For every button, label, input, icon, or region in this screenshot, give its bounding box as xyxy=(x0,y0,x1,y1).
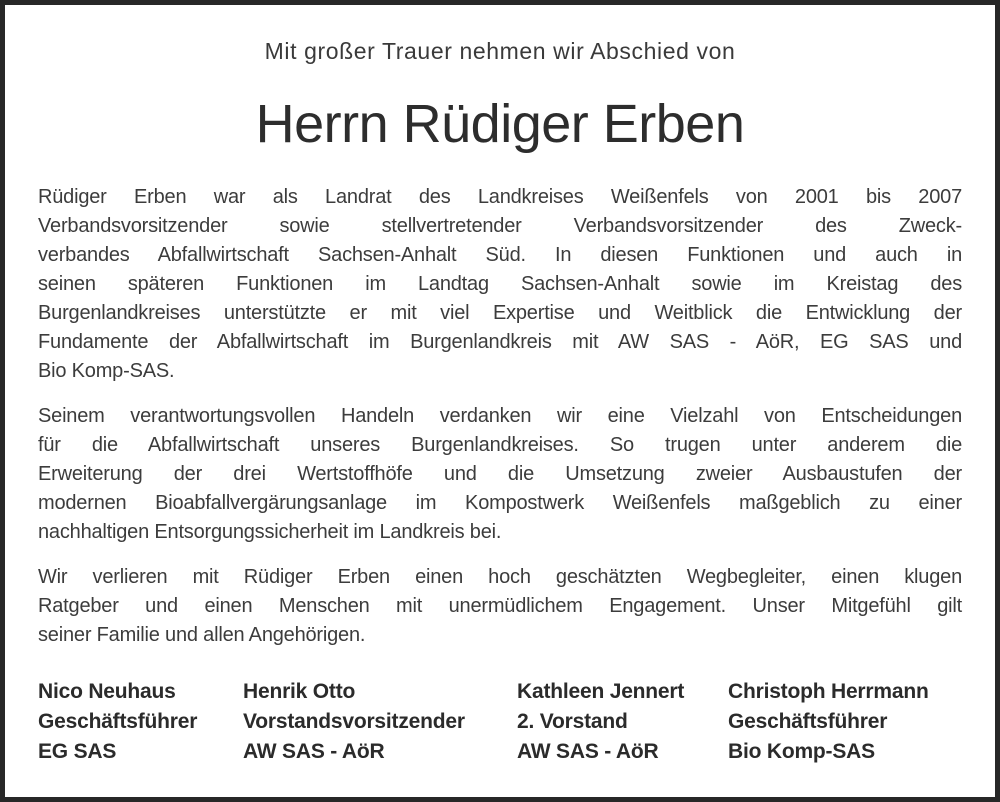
notice-content xyxy=(5,38,995,802)
intro-line: Mit großer Trauer nehmen wir Abschied von xyxy=(264,38,736,64)
body-line: modernen Bioabfallvergärungsanlage im Kompostwerk Weißenfels maßgeblich zu einer xyxy=(38,492,962,514)
body-line: Erweiterung der drei Wertstoffhöfe und die Umsetzung zweier Ausbaustufen der xyxy=(38,463,962,485)
body-line: Seinem verantwortungsvollen Handeln verdanken wir eine Vielzahl von Entscheidungen xyxy=(38,405,962,427)
signatory-org: EG SAS xyxy=(38,740,117,763)
body-line: Burgenlandkreises unterstützte er mit viel Expertise und Weitblick die Entwicklung der xyxy=(38,302,962,324)
paragraph-career xyxy=(38,183,962,386)
body-line: nachhaltigen Entsorgungssicherheit im Landkreis bei. xyxy=(38,521,502,543)
paragraph-achievements xyxy=(38,402,962,547)
paragraph-condolence xyxy=(38,563,962,650)
signature-henrik-otto xyxy=(243,677,517,767)
signatory-name: Henrik Otto xyxy=(243,680,356,703)
body-line: Ratgeber und einen Menschen mit unermüdlichem Engagement. Unser Mitgefühl gilt xyxy=(38,595,962,617)
body-line: seiner Familie und allen Angehörigen. xyxy=(38,624,366,646)
body-line: Fundamente der Abfallwirtschaft im Burgenlandkreis mit AW SAS - AöR, EG SAS und xyxy=(38,331,962,353)
signatory-role: Geschäftsführer xyxy=(728,710,888,733)
signatory-org: AW SAS - AöR xyxy=(517,740,659,763)
deceased-name-title: Herrn Rüdiger Erben xyxy=(255,94,745,154)
signature-nico-neuhaus xyxy=(38,677,243,767)
signatory-name: Kathleen Jennert xyxy=(517,680,685,703)
signatory-role: Vorstandsvorsitzender xyxy=(243,710,465,733)
body-line: Bio Komp-SAS. xyxy=(38,360,175,382)
signatory-org: Bio Komp-SAS xyxy=(728,740,875,763)
signatory-org: AW SAS - AöR xyxy=(243,740,385,763)
body-line: verbandes Abfallwirtschaft Sachsen-Anhalt Süd. In diesen Funktionen und auch in xyxy=(38,244,962,266)
signature-christoph-herrmann xyxy=(728,677,962,767)
body-line: Rüdiger Erben war als Landrat des Landkreises Weißenfels von 2001 bis 2007 xyxy=(38,186,962,208)
body-line: für die Abfallwirtschaft unseres Burgenlandkreises. So trugen unter anderem die xyxy=(38,434,962,456)
signatory-role: Geschäftsführer xyxy=(38,710,198,733)
body-line: seinen späteren Funktionen im Landtag Sachsen-Anhalt sowie im Kreistag des xyxy=(38,273,962,295)
body-line: Wir verlieren mit Rüdiger Erben einen hoch geschätzten Wegbegleiter, einen klugen xyxy=(38,566,962,588)
signature-block xyxy=(38,677,962,767)
signatory-name: Christoph Herrmann xyxy=(728,680,929,703)
signatory-role: 2. Vorstand xyxy=(517,710,628,733)
notice-body xyxy=(38,183,962,650)
signature-kathleen-jennert xyxy=(517,677,728,767)
signatory-name: Nico Neuhaus xyxy=(38,680,176,703)
body-line: Verbandsvorsitzender sowie stellvertretender Verbandsvorsitzender des Zweck- xyxy=(38,215,962,237)
